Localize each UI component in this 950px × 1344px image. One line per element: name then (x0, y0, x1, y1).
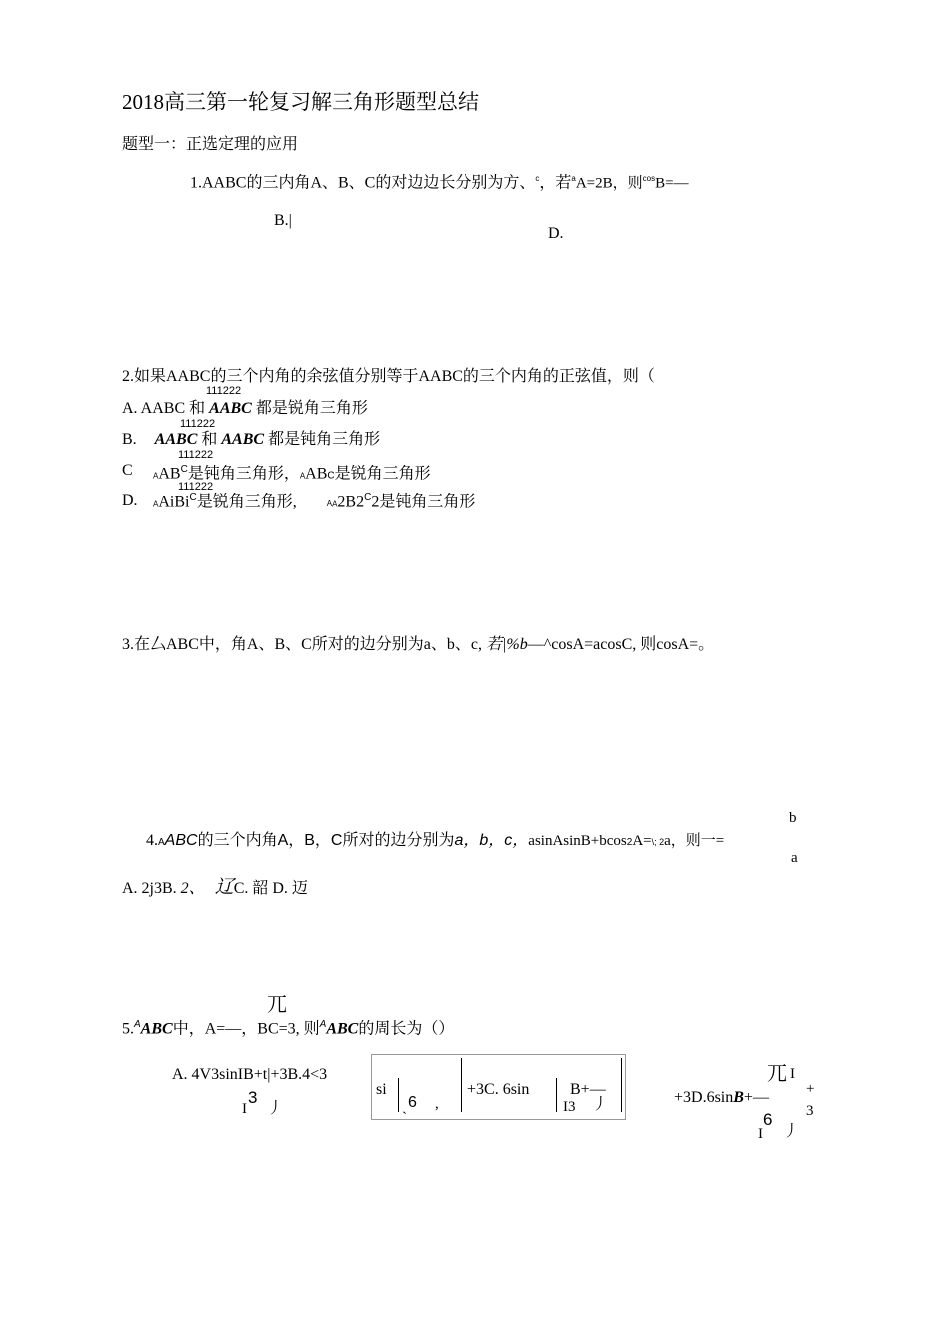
q4-text-f: A= (632, 833, 652, 849)
q4-options (122, 878, 308, 897)
q5-text-a2: A (134, 1019, 141, 1030)
q5-text-b: ABC (140, 1020, 173, 1038)
q1-option-d: D. (548, 225, 564, 242)
q4-fraction-numerator: b (789, 810, 797, 826)
q5-box-dot: ˎ (402, 1099, 407, 1115)
q4-text-a2: A (158, 837, 165, 848)
q4-text-g: a，则一= (664, 833, 725, 849)
question-5-stem (122, 1020, 454, 1037)
q5-optd-I: I (790, 1066, 795, 1082)
q2-c-text1: AB (158, 465, 181, 483)
q3-text-a: 3.在厶ABC中，角A、B、C所对的边分别为a、b、c, (122, 636, 483, 653)
q5-box-I3: I3 (563, 1099, 576, 1115)
document-title: 2018高三第一轮复习解三角形题型总结 (122, 90, 479, 114)
q5-optd-paren: 丿 (783, 1123, 800, 1140)
q2-c-text4: 是锐角三角形 (334, 465, 431, 483)
q2-option-d: AAiBi$^C$是锐角三角形, $AA2B2^C2$是钝角三角形 (153, 492, 476, 511)
q4-text-c: 的三个内角A，B，C所对的边分别为 (197, 832, 455, 849)
q5-option-d (674, 1090, 769, 1106)
question-3-stem (122, 637, 714, 653)
q4-fraction-denominator: a (791, 850, 798, 866)
q2-b-label: B. (122, 431, 137, 448)
q2-b-text2: 和 (201, 431, 218, 448)
q2-b-text1: AABC (154, 431, 198, 448)
q2-d-text1: AiBi (158, 493, 190, 511)
q4-text-e: asinAsinB+bcos (528, 833, 627, 849)
q1-text-a: 1.AABC的三内角A、B、C的对边边长分别为方、 (190, 174, 536, 192)
q5-optd-3: 3 (806, 1103, 814, 1119)
q2-a-text3: 都是锐角三角形 (255, 400, 368, 417)
q5-box-si: si (376, 1081, 387, 1098)
question-4-stem (146, 833, 724, 849)
q2-c-sup: C (180, 464, 188, 475)
q1-text-d: B=— (655, 175, 689, 192)
q5-text-f: 的周长为（） (358, 1020, 455, 1038)
q2-option-d-label: D. (122, 492, 138, 509)
q4-text-f2: \; 2 (651, 837, 665, 847)
q4-text-d: a，b，c， (454, 832, 529, 849)
box-divider (398, 1078, 399, 1112)
q3-text-b: 若|%b (486, 636, 528, 653)
q5-pi-over: 兀 (267, 994, 287, 1016)
box-divider (621, 1058, 622, 1112)
q2-index-label: 111222 (180, 418, 216, 430)
q1-text-c: A=2B，则 (575, 175, 643, 192)
section-heading: 题型一：正选定理的应用 (122, 136, 299, 153)
q5-box-paren: 丿 (592, 1096, 609, 1113)
q2-c-text3: AB (305, 465, 328, 483)
q2-option-a (122, 401, 368, 417)
q5-box-b: B+— (570, 1081, 606, 1098)
q2-b-text4: 都是钝角三角形 (268, 431, 381, 448)
q1-sup-a: a (571, 174, 576, 183)
q5-box-3c: +3C. 6sin (467, 1081, 530, 1098)
q5-optd-plus: + (806, 1081, 815, 1097)
q4-opts-c: 辽 (214, 877, 234, 898)
q5-text-c: 中，A=—，BC=3, 则 (172, 1020, 320, 1038)
q5-optd-6: 6 (763, 1110, 773, 1129)
q5-text-a: 5. (122, 1020, 134, 1038)
q2-d-text5: 2是钝角三角形 (371, 493, 476, 511)
q3-text-c: —^cosA=acosC, 则cosA=。 (527, 636, 715, 653)
q4-text-a: 4. (146, 832, 158, 849)
q5-optd-pi: 兀 (767, 1063, 787, 1085)
q5-text-d: A (319, 1019, 327, 1030)
q1-sup-c: c (535, 174, 540, 183)
q2-a-text1: A. AABC 和 (122, 400, 206, 417)
q2-index-label: 111222 (178, 481, 214, 493)
q2-option-c-label: C (122, 462, 133, 479)
q1-sup-cos: cos (642, 174, 656, 183)
q5-option-a: A. 4V3sinIB+t|+3B.4<3 (172, 1066, 328, 1083)
q4-opts-a: A. 2j3B. (122, 880, 177, 897)
q4-opts-d: C. 韶 D. 迈 (233, 880, 308, 897)
q5-option-a-paren: 丿 (267, 1100, 284, 1117)
q2-d-sup: C (189, 492, 197, 503)
q5-option-a-I: I (242, 1101, 247, 1117)
q5-optd-B: B (733, 1089, 744, 1106)
q2-option-b (122, 432, 380, 448)
q2-d-text2: 是锐角三角形, (196, 493, 297, 511)
q2-d-text4: 2B2 (337, 493, 365, 511)
q5-box-6: 6 (408, 1094, 417, 1111)
box-divider (556, 1078, 557, 1112)
q4-opts-b: 2、 (180, 880, 205, 897)
q5-optd-text: +3D.6sin (674, 1089, 734, 1106)
q4-text-b: ABC (164, 832, 198, 849)
q5-optd-subI: I (758, 1126, 763, 1142)
q5-box-comma: , (435, 1096, 439, 1112)
q5-optd-tail: +— (743, 1089, 769, 1106)
q2-a-text2: AABC (209, 400, 252, 417)
q2-c-text2: 是钝角三角形， (187, 465, 300, 483)
q1-text-b: ，若 (539, 174, 572, 192)
q2-index-label: 111222 (178, 449, 214, 461)
q4-text-e2: 2 (626, 837, 633, 848)
question-2-stem: 2.如果AABC的三个内角的余弦值分别等于AABC的三个内角的正弦值，则（ (122, 368, 655, 385)
q2-index-label: 111222 (206, 385, 242, 397)
q5-option-a-3: 3 (248, 1088, 258, 1107)
q2-b-text3: AABC (221, 431, 265, 448)
q5-text-e: ABC (326, 1020, 359, 1038)
question-1-stem (190, 175, 689, 191)
q2-option-c: $AAB^C$是钝角三角形，AABC是锐角三角形 (153, 464, 431, 483)
q2-d-text3: A (332, 499, 338, 509)
box-divider (461, 1058, 462, 1112)
q1-option-b: B.| (274, 212, 292, 229)
